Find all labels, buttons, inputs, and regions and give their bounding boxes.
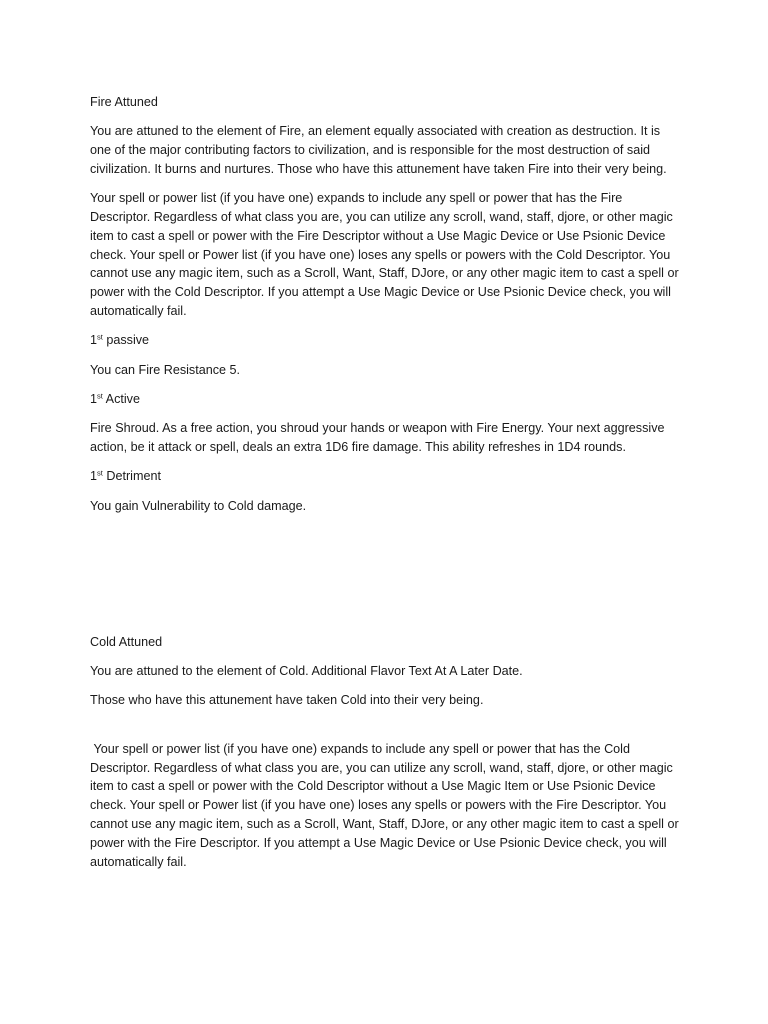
fire-active-text: Fire Shroud. As a free action, you shroud your hands or weapon with Fire Energy. Your next aggressive action, be it attack or spell, deals an extra 1D6 fire damage. This ability refreshes in 1D4 rounds. (90, 421, 665, 454)
fire-detriment-text: You gain Vulnerability to Cold damage. (90, 498, 307, 513)
fire-active-heading (90, 390, 680, 409)
fire-active-label: Active (102, 391, 140, 406)
fire-attuned-title: Fire Attuned (90, 95, 158, 109)
fire-passive-text: You can Fire Resistance 5. (90, 362, 241, 377)
fire-active-ordinal: st (97, 391, 103, 401)
cold-intro-paragraph: You are attuned to the element of Cold. Additional Flavor Text At A Later Date. (90, 664, 523, 679)
fire-detriment-ordinal: st (97, 468, 103, 478)
paragraph-spacer (90, 721, 680, 740)
fire-passive-label: passive (102, 333, 150, 348)
cold-attuned-title: Cold Attuned (90, 634, 163, 649)
document-body (90, 93, 680, 882)
fire-passive-number: 1 (90, 333, 98, 348)
section-spacer (90, 526, 680, 633)
cold-being-paragraph: Those who have this attunement have taken Cold into their very being. (90, 693, 484, 708)
fire-active-number: 1 (90, 391, 98, 406)
fire-detriment-number: 1 (90, 469, 98, 484)
fire-intro-paragraph: You are attuned to the element of Fire, an element equally associated with creation as destruction. It is one of the major contributing factors to civilization, and is responsible for the most destruction of said civilization. It burns and nurtures. Those who have this attunement have taken Fire into their very being. (90, 124, 667, 176)
fire-detriment-label: Detriment (102, 469, 161, 484)
fire-detriment-heading (90, 467, 680, 486)
fire-spell-list-paragraph: Your spell or power list (if you have one) expands to include any spell or power that has the Fire Descriptor. Regardless of what class you are, you can utilize any scroll, wand, staff, djore, or other magic item to cast a spell or power with the Fire Descriptor without a Use Magic Device or Use Psionic Device check. Your spell or Power list (if you have one) loses any spells or powers with the Cold Descriptor. You cannot use any magic item, such as a Scroll, Want, Staff, DJore, or any other magic item to cast a spell or power with the Cold Descriptor. If you attempt a Use Magic Device or Use Psionic Device check, you will automatically fail. (90, 191, 679, 318)
cold-spell-list-paragraph: Your spell or power list (if you have one) expands to include any spell or power that has the Cold Descriptor. Regardless of what class you are, you can utilize any scroll, wand, staff, djore, or other magic item to cast a spell or power with the Cold Descriptor without a Use Magic Item or Use Psionic Device check. Your spell or Power list (if you have one) loses any spells or powers with the Fire Descriptor. You cannot use any magic item, such as a Scroll, Want, Staff, DJore, or any other magic item to cast a spell or power with the Fire Descriptor. If you attempt a Use Magic Device or Use Psionic Device check, you will automatically fail. (90, 741, 679, 869)
fire-passive-heading (90, 331, 680, 350)
fire-passive-ordinal: st (97, 332, 103, 342)
